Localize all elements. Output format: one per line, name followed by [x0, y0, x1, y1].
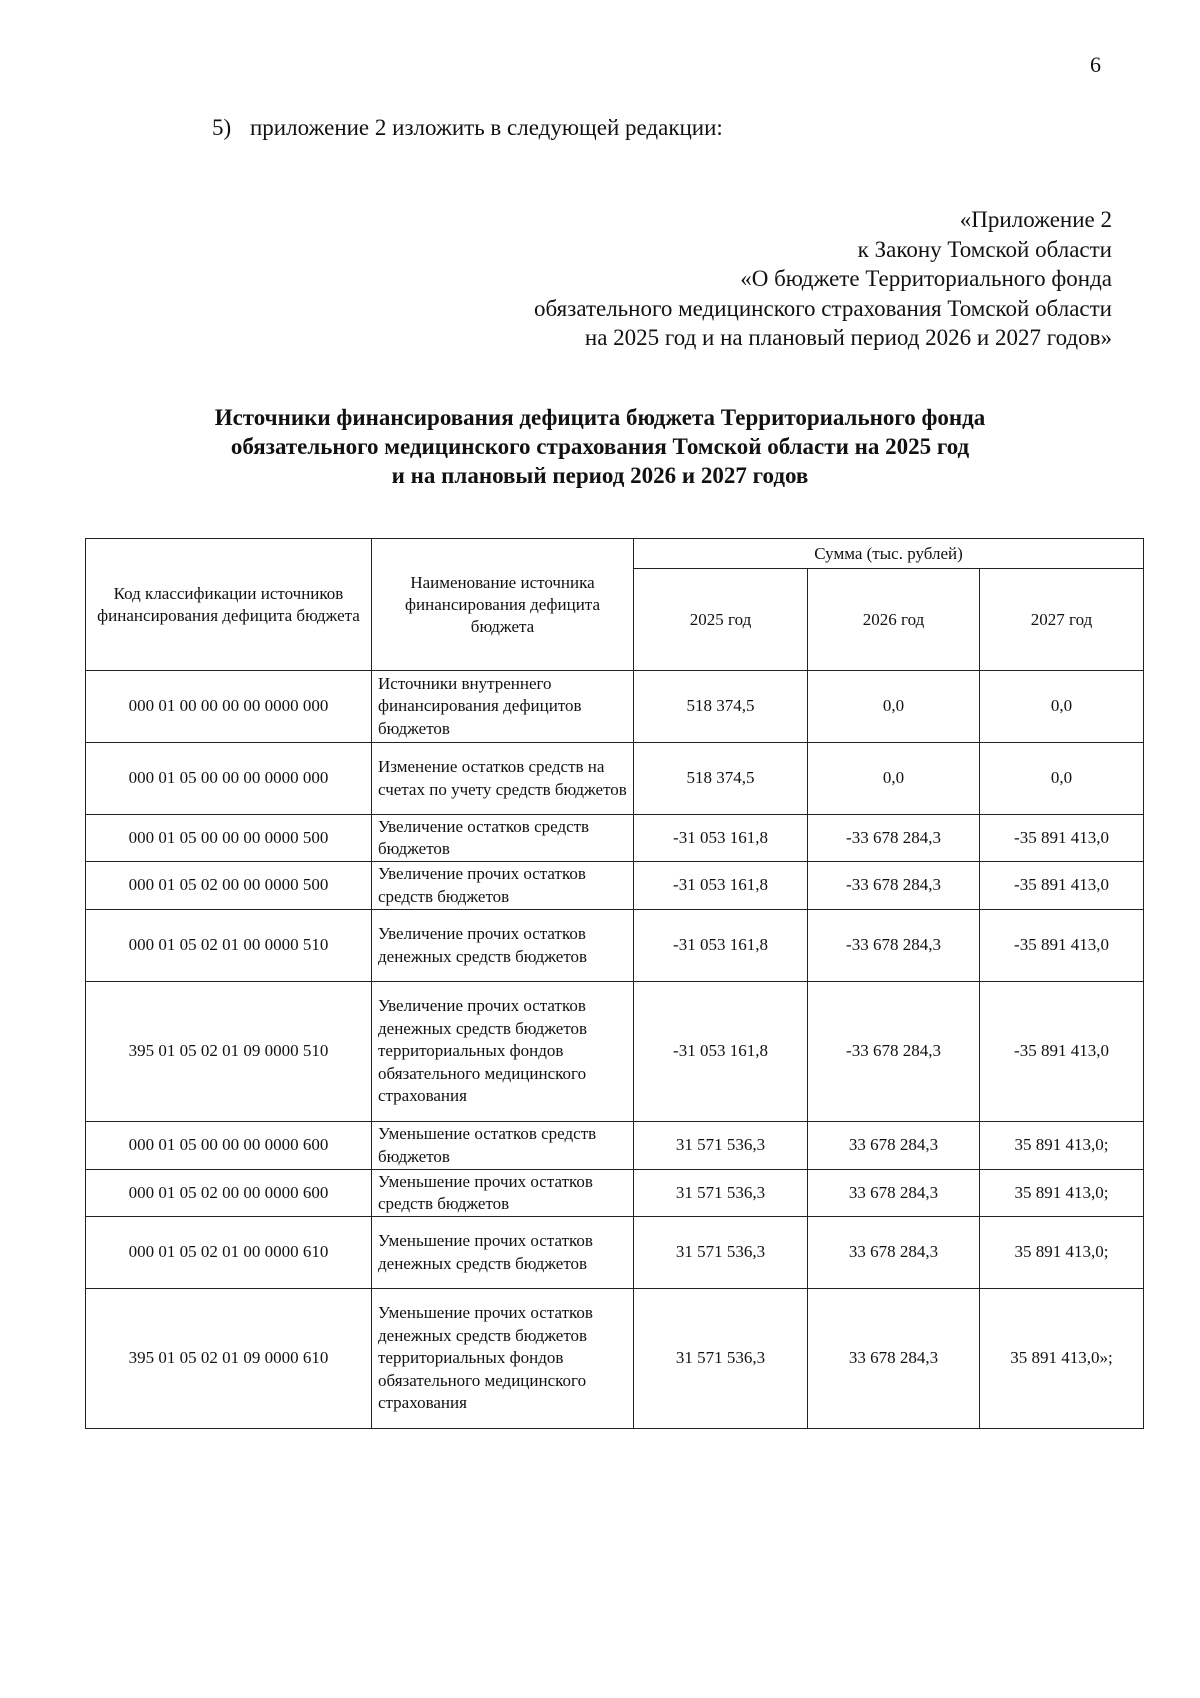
table-row — [86, 1217, 1144, 1289]
row-value-2026: 0,0 — [808, 743, 980, 815]
table-row — [86, 1122, 1144, 1170]
row-value-2025: -31 053 161,8 — [634, 910, 808, 982]
row-value-2025: -31 053 161,8 — [634, 982, 808, 1122]
annex-line: к Закону Томской области — [857, 236, 1112, 262]
header-name: Наименование источника финансирования дефицита бюджета — [372, 539, 634, 671]
row-value-2027: 0,0 — [980, 671, 1144, 743]
annex-header — [312, 205, 1112, 353]
row-value-2025: 31 571 536,3 — [634, 1217, 808, 1289]
header-code: Код классификации источников финансирования дефицита бюджета — [86, 539, 372, 671]
row-name: Увеличение прочих остатков денежных средств бюджетов территориальных фондов обязательного медицинского страхования — [372, 982, 634, 1122]
annex-line: «О бюджете Территориального фонда — [740, 266, 1112, 291]
row-value-2027: -35 891 413,0 — [980, 910, 1144, 982]
row-value-2027: -35 891 413,0 — [980, 862, 1144, 910]
row-value-2027: 35 891 413,0; — [980, 1170, 1144, 1217]
row-name: Увеличение прочих остатков денежных средств бюджетов — [372, 910, 634, 982]
row-value-2027: 0,0 — [980, 743, 1144, 815]
row-name: Увеличение остатков средств бюджетов — [372, 815, 634, 862]
page-number: 6 — [1090, 52, 1101, 77]
header-year-2026: 2026 год — [808, 569, 980, 671]
row-value-2027: -35 891 413,0 — [980, 982, 1144, 1122]
table-row — [86, 815, 1144, 862]
row-code: 000 01 05 02 01 00 0000 510 — [86, 910, 372, 982]
row-value-2027: 35 891 413,0; — [980, 1217, 1144, 1289]
table-row — [86, 671, 1144, 743]
row-value-2025: 31 571 536,3 — [634, 1170, 808, 1217]
table-row — [86, 862, 1144, 910]
row-name: Источники внутреннего финансирования дефицитов бюджетов — [372, 671, 634, 743]
row-code: 000 01 05 02 01 00 0000 610 — [86, 1217, 372, 1289]
row-value-2026: -33 678 284,3 — [808, 862, 980, 910]
annex-line: на 2025 год и на плановый период 2026 и 2027 годов» — [584, 325, 1112, 350]
row-value-2026: -33 678 284,3 — [808, 815, 980, 862]
row-value-2026: 0,0 — [808, 671, 980, 743]
table-row — [86, 743, 1144, 815]
table-row — [86, 1289, 1144, 1429]
row-value-2026: 33 678 284,3 — [808, 1289, 980, 1429]
row-value-2027: -35 891 413,0 — [980, 815, 1144, 862]
amendment-number: 5) — [212, 115, 232, 140]
title-line: Источники финансирования дефицита бюджета Территориального фонда — [214, 405, 986, 430]
row-name: Изменение остатков средств на счетах по учету средств бюджетов — [372, 743, 634, 815]
row-value-2026: 33 678 284,3 — [808, 1170, 980, 1217]
annex-line: обязательного медицинского страхования Томской области — [534, 295, 1112, 321]
header-sum: Сумма (тыс. рублей) — [634, 539, 1144, 569]
table-row — [86, 910, 1144, 982]
row-code: 000 01 05 00 00 00 0000 500 — [86, 815, 372, 862]
title-line: и на плановый период 2026 и 2027 годов — [391, 463, 809, 488]
title-line: обязательного медицинского страхования Томской области на 2025 год — [230, 434, 970, 459]
table-row — [86, 982, 1144, 1122]
header-year-2025: 2025 год — [634, 569, 808, 671]
row-value-2026: -33 678 284,3 — [808, 982, 980, 1122]
amendment-item — [212, 115, 723, 141]
row-code: 395 01 05 02 01 09 0000 610 — [86, 1289, 372, 1429]
row-code: 000 01 05 02 00 00 0000 500 — [86, 862, 372, 910]
row-value-2025: -31 053 161,8 — [634, 815, 808, 862]
row-code: 000 01 05 02 00 00 0000 600 — [86, 1170, 372, 1217]
row-value-2026: 33 678 284,3 — [808, 1122, 980, 1170]
row-name: Уменьшение прочих остатков средств бюджетов — [372, 1170, 634, 1217]
row-code: 000 01 00 00 00 00 0000 000 — [86, 671, 372, 743]
row-value-2026: -33 678 284,3 — [808, 910, 980, 982]
table-row — [86, 1170, 1144, 1217]
row-value-2026: 33 678 284,3 — [808, 1217, 980, 1289]
row-name: Уменьшение прочих остатков денежных средств бюджетов территориальных фондов обязательного медицинского страхования — [372, 1289, 634, 1429]
row-code: 000 01 05 00 00 00 0000 600 — [86, 1122, 372, 1170]
row-name: Уменьшение остатков средств бюджетов — [372, 1122, 634, 1170]
row-value-2027: 35 891 413,0; — [980, 1122, 1144, 1170]
row-code: 395 01 05 02 01 09 0000 510 — [86, 982, 372, 1122]
annex-line: «Приложение 2 — [959, 207, 1112, 232]
row-value-2027: 35 891 413,0»; — [980, 1289, 1144, 1429]
row-name: Уменьшение прочих остатков денежных средств бюджетов — [372, 1217, 634, 1289]
amendment-text: приложение 2 изложить в следующей редакции: — [250, 115, 723, 140]
row-value-2025: 518 374,5 — [634, 671, 808, 743]
row-value-2025: 518 374,5 — [634, 743, 808, 815]
budget-sources-table — [85, 538, 1144, 1429]
header-year-2027: 2027 год — [980, 569, 1144, 671]
row-value-2025: 31 571 536,3 — [634, 1289, 808, 1429]
document-title — [85, 403, 1115, 490]
row-code: 000 01 05 00 00 00 0000 000 — [86, 743, 372, 815]
row-value-2025: 31 571 536,3 — [634, 1122, 808, 1170]
row-name: Увеличение прочих остатков средств бюджетов — [372, 862, 634, 910]
row-value-2025: -31 053 161,8 — [634, 862, 808, 910]
